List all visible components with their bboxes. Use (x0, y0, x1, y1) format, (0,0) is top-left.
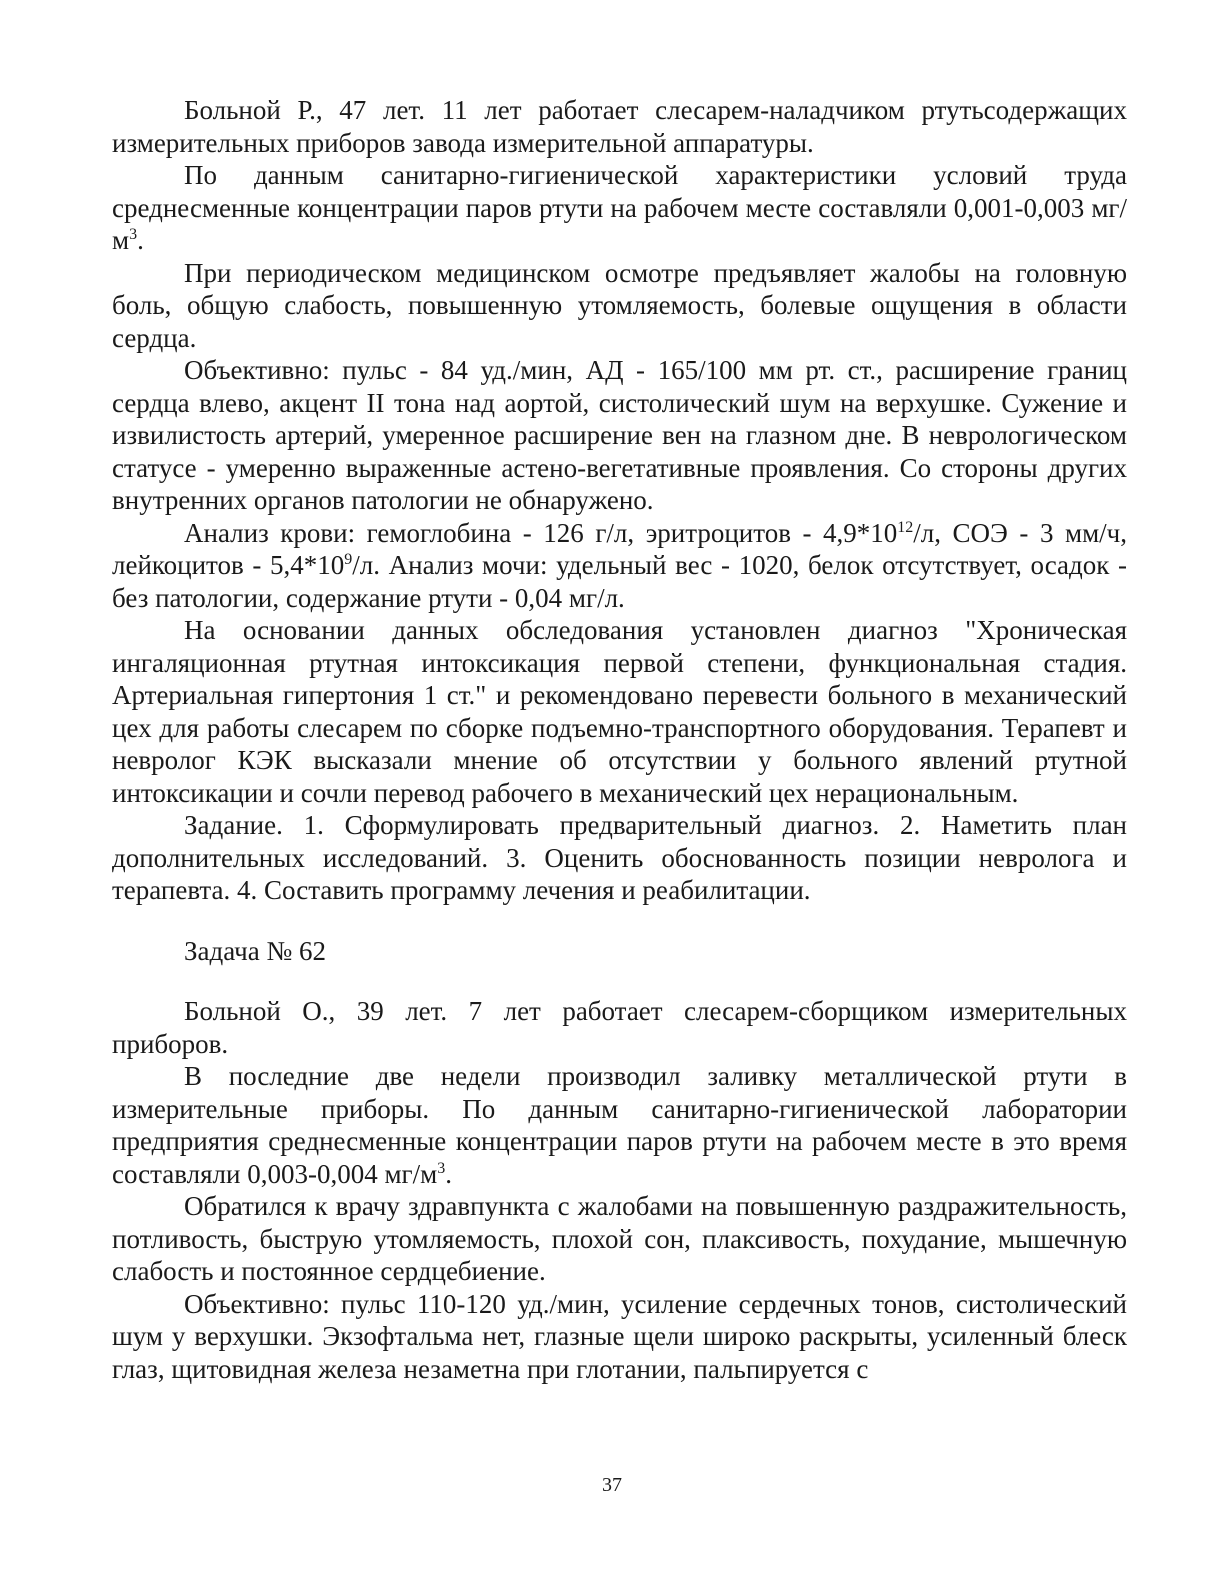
paragraph: В последние две недели производил заливку металлической ртути в измерительные приборы. По данным санитарно-гигиенической лаборатории предприятия среднесменные концентрации паров ртути на рабочем месте в это время составляли 0,003-0,004 $мг/м^3$. (112, 1061, 1127, 1189)
document-body (112, 94, 1127, 1385)
superscript: 12 (897, 518, 914, 536)
paragraph: Анализ крови: гемоглобина - 126 г/л, эритроцитов - $4,9*10^{12}/л$, СОЭ - 3 мм/ч, лейкоцитов - $5,4*10^9/л$. Анализ мочи: удельный вес - 1020, белок отсутствует, осадок - без патологии, содержание ртути - 0,04 мг/л. (112, 517, 1127, 613)
paragraph: Задание. 1. Сформулировать предварительный диагноз. 2. Наметить план дополнительных исследований. 3. Оценить обоснованность позиции невролога и терапевта. 4. Составить программу лечения и реабилитации. (112, 810, 1127, 905)
superscript: 9 (344, 551, 353, 568)
superscript: 3 (437, 1159, 446, 1177)
paragraph: Больной О., 39 лет. 7 лет работает слесарем-сборщиком измерительных приборов. (112, 996, 1127, 1059)
paragraph: При периодическом медицинском осмотре предъявляет жалобы на головную боль, общую слабость, повышенную утомляемость, болевые ощущения в области сердца. (112, 257, 1127, 353)
task-heading: Задача № 62 (184, 935, 326, 966)
superscript: 3 (129, 226, 138, 243)
paragraph: По данным санитарно-гигиенической характеристики условий труда среднесменные концентрации паров ртути на рабочем месте составляли 0,001-0,003 $мг/м^3$. (112, 160, 1127, 255)
page-number: 37 (602, 1474, 622, 1496)
paragraph: Объективно: пульс - 84 уд./мин, АД - 165/100 мм рт. ст., расширение границ сердца влево, акцент II тона над аортой, систолический шум на верхушке. Сужение и извилистость артерий, умеренное расширение вен на глазном дне. В неврологическом статусе - умеренно выраженные астено-вегетативные проявления. Со стороны других внутренних органов патологии не обнаружено. (112, 355, 1127, 515)
paragraph: На основании данных обследования установлен диагноз "Хроническая ингаляционная ртутная интоксикация первой степени, функциональная стадия. Артериальная гипертония 1 ст." и рекомендовано перевести больного в механический цех для работы слесарем по сборке подъемно-транспортного оборудования. Терапевт и невролог КЭК высказали мнение об отсутствии у больного явлений ртутной интоксикации и сочли перевод рабочего в механический цех нерациональным. (112, 615, 1127, 808)
paragraph: Больной Р., 47 лет. 11 лет работает слесарем-наладчиком ртутьсодержащих измерительных приборов завода измерительной аппаратуры. (112, 95, 1127, 158)
paragraph: Объективно: пульс 110-120 уд./мин, усиление сердечных тонов, систолический шум у верхушки. Экзофтальма нет, глазные щели широко раскрыты, усиленный блеск глаз, щитовидная железа незаметна при глотании, пальпируется с (112, 1288, 1127, 1384)
paragraph: Обратился к врачу здравпункта с жалобами на повышенную раздражительность, потливость, быструю утомляемость, плохой сон, плаксивость, похудание, мышечную слабость и постоянное сердцебиение. (112, 1191, 1127, 1286)
